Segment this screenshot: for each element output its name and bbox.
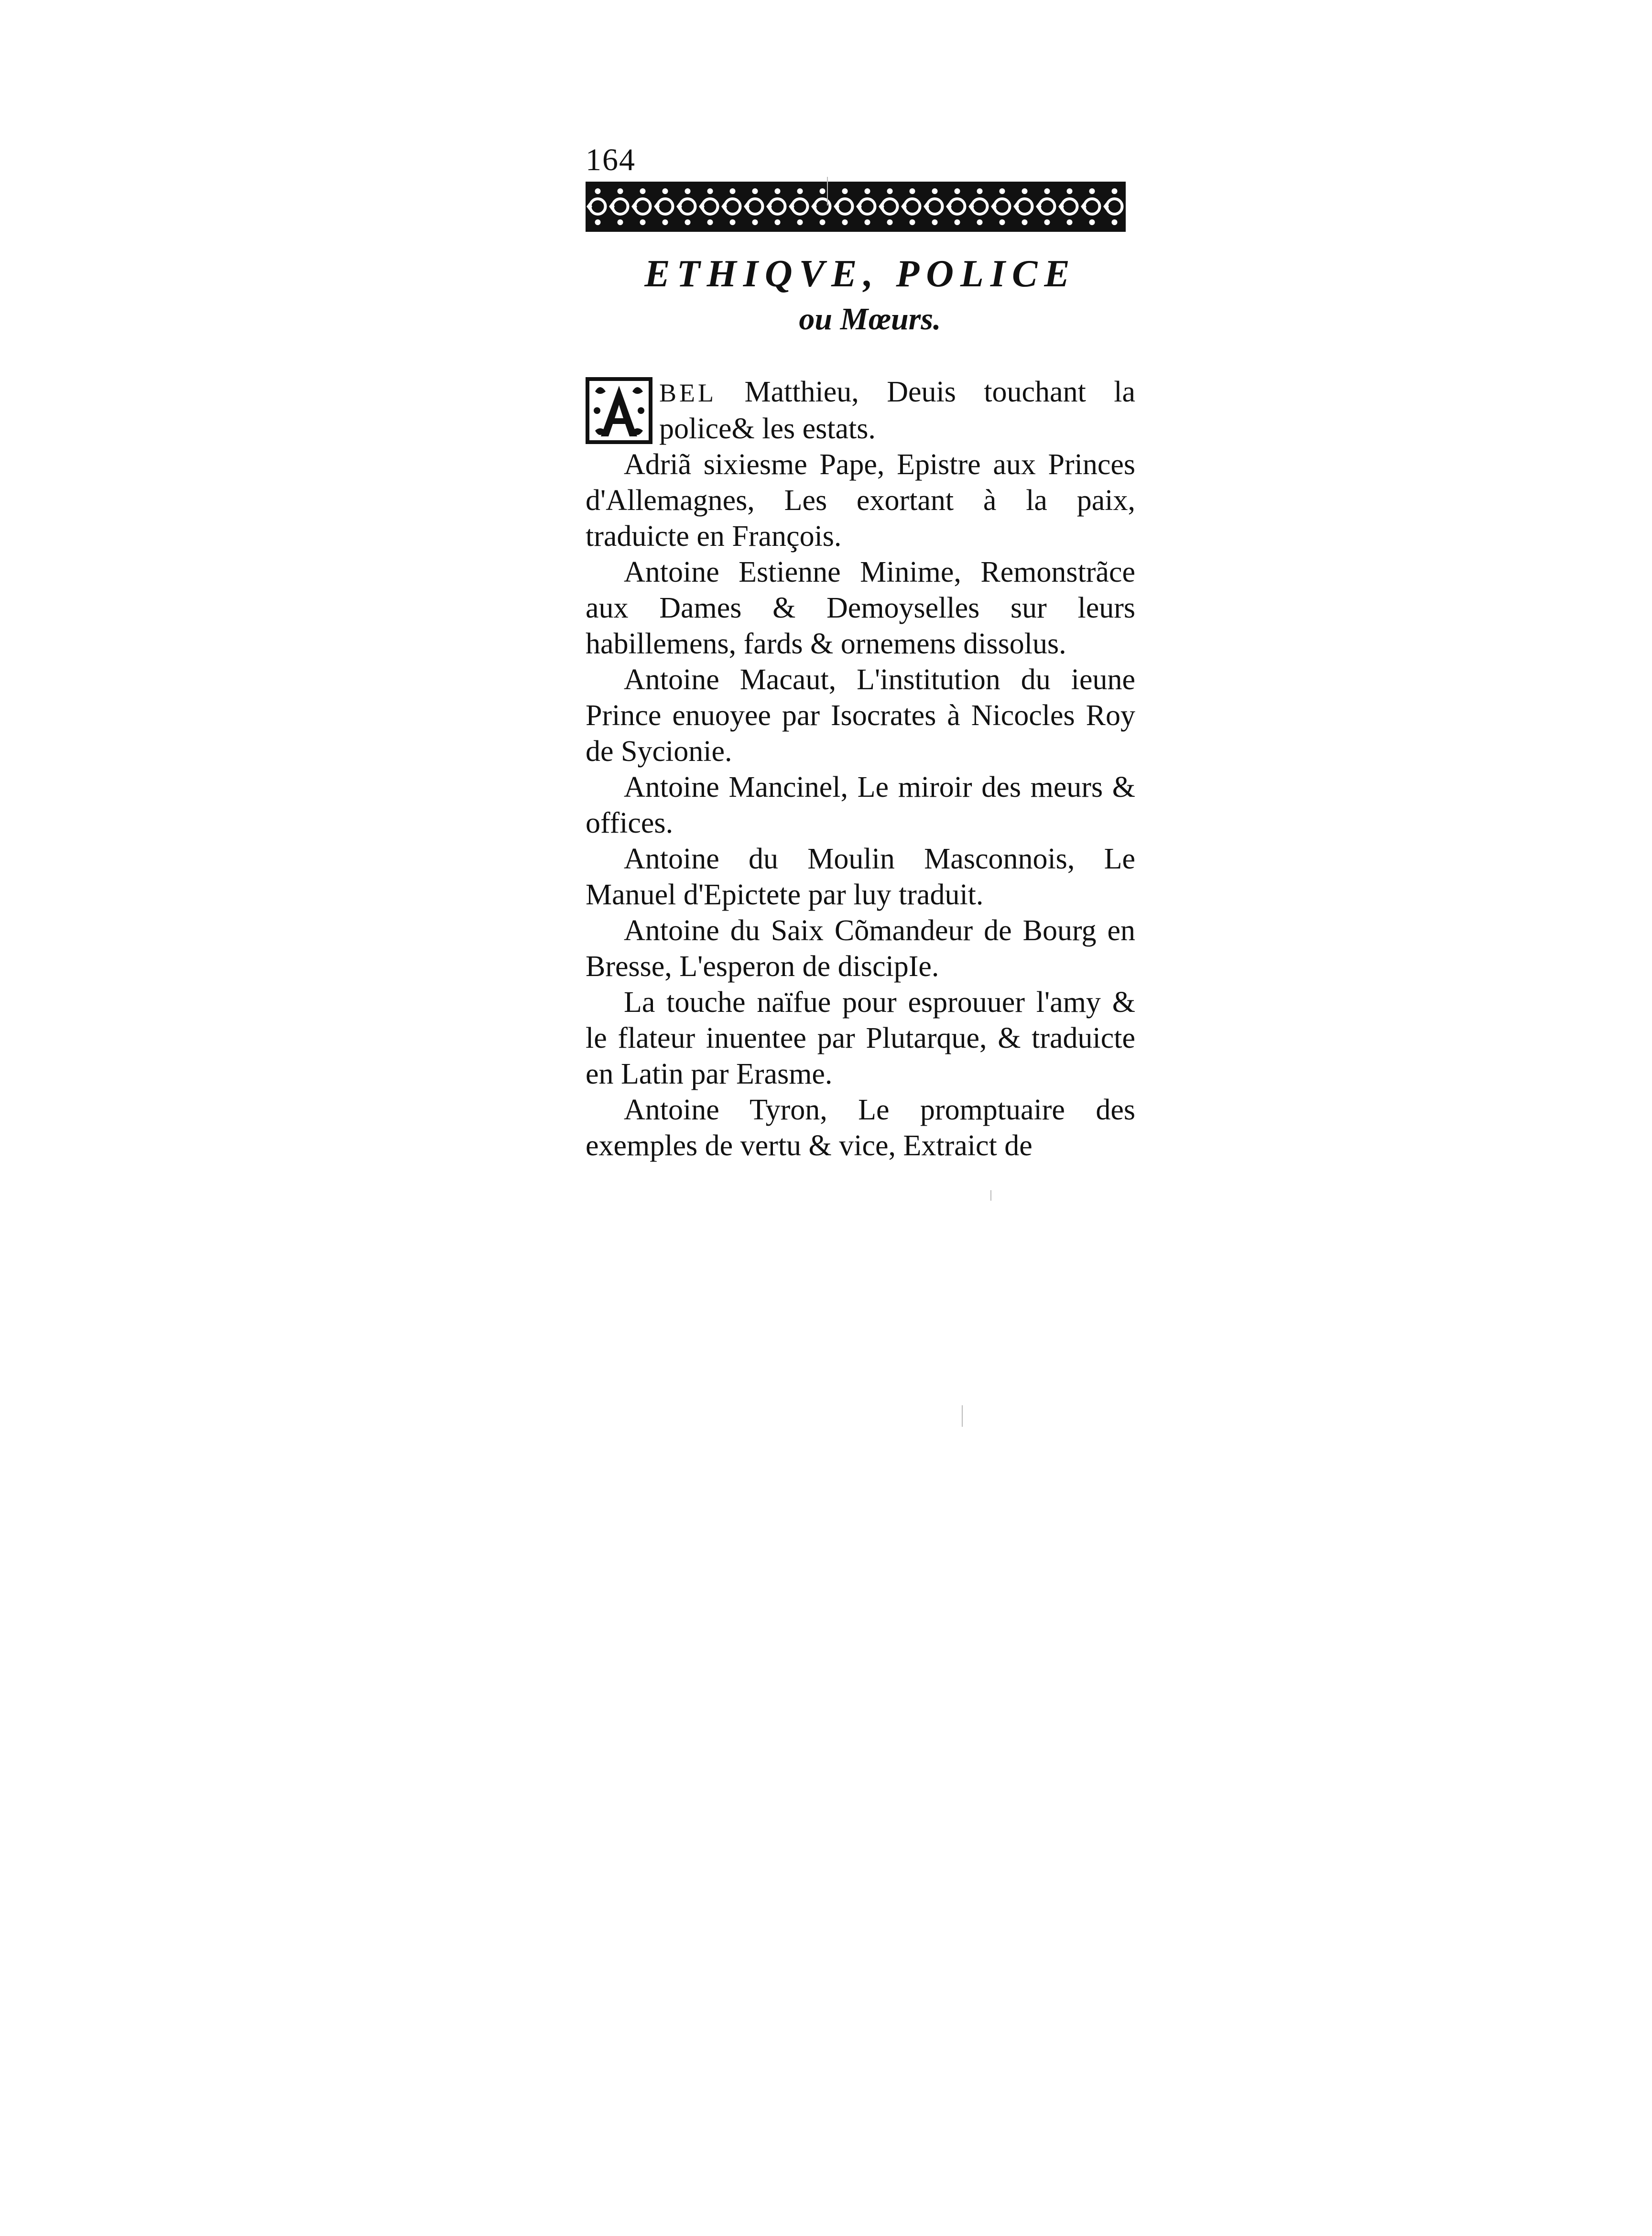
section-subtitle: ou Mœurs. <box>799 302 941 336</box>
entry-lead-small-caps: BEL <box>659 379 717 407</box>
list-item: Adriã sixiesme Pape, Epistre aux Princes d'Allemagnes, Les exortant à la paix, traduicte en François. <box>586 448 1135 553</box>
text-column <box>586 143 1135 1164</box>
entry-text: Matthieu, Deuis touchant la police& les estats. <box>659 376 1135 445</box>
scan-speck <box>962 1405 963 1427</box>
list-item: Antoine Estienne Minime, Remonstrãce aux Dames & Demoyselles sur leurs habillemens, fards & ornemens dissolus. <box>586 556 1135 660</box>
entry-list <box>586 374 1135 1164</box>
floral-band-ornament-icon <box>586 182 1126 232</box>
list-item: Antoine Mancinel, Le miroir des meurs & offices. <box>586 771 1135 839</box>
list-item: Antoine Tyron, Le promptuaire des exemples de vertu & vice, Extraict de <box>586 1094 1135 1162</box>
list-item: Antoine du Moulin Masconnois, Le Manuel d'Epictete par luy traduit. <box>586 843 1135 911</box>
scan-speck <box>827 177 828 206</box>
list-item: La touche naïfue pour esprouuer l'amy & le flateur inuentee par Plutarque, & traduicte en Latin par Erasme. <box>586 986 1135 1090</box>
list-item: Antoine Macaut, L'institution du ieune Prince enuoyee par Isocrates à Nicocles Roy de Sycionie. <box>586 663 1135 768</box>
list-item <box>586 374 1135 447</box>
decorated-initial-a-icon <box>586 377 652 444</box>
scan-speck <box>990 1190 991 1201</box>
section-title: ETHIQVE, POLICE <box>644 253 1076 295</box>
page-number: 164 <box>586 142 636 177</box>
list-item: Antoine du Saix Cõmandeur de Bourg en Bresse, L'esperon de discipIe. <box>586 914 1135 983</box>
